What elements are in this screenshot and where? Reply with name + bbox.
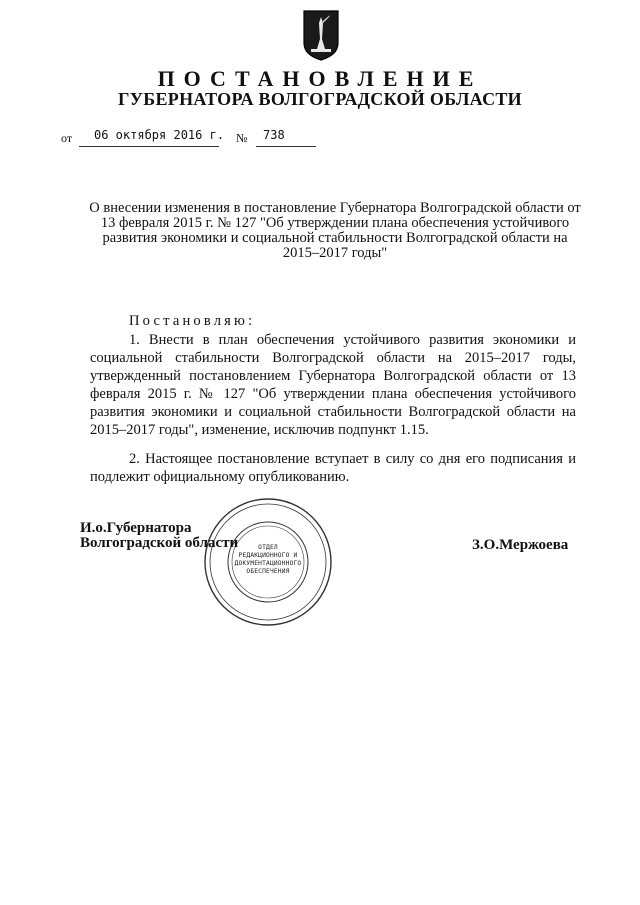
paragraph-2: 2. Настоящее постановление вступает в силу со дня его подписания и подлежит официальному опубликованию. xyxy=(90,451,576,485)
official-seal xyxy=(202,496,334,628)
date-underline xyxy=(79,146,219,147)
document-title: ПОСТАНОВЛЕНИЕ xyxy=(157,66,483,91)
document-subject: О внесении изменения в постановление Губернатора Волгоградской области от 13 февраля 2015 г. № 127 "Об утверждении плана обеспечения устойчивого развития экономики и социальной стабильности Волгоградской области на 2015–2017 годы" xyxy=(89,200,581,261)
number-underline xyxy=(256,146,316,147)
signatory-name: З.О.Мержоева xyxy=(472,537,569,553)
decree-word: Постановляю: xyxy=(129,313,256,329)
seal-text-line-4: ОБЕСПЕЧЕНИЯ xyxy=(246,568,290,575)
document-issuer: ГУБЕРНАТОРА ВОЛГОГРАДСКОЙ ОБЛАСТИ xyxy=(118,89,522,109)
seal-text-line-1: ОТДЕЛ xyxy=(258,544,278,551)
number-prefix: № xyxy=(236,131,248,145)
seal-text-line-2: РЕДАКЦИОННОГО И xyxy=(238,552,298,559)
seal-text-line-3: ДОКУМЕНТАЦИОННОГО xyxy=(234,560,302,567)
date-prefix: от xyxy=(61,131,73,145)
document-date: 06 октября 2016 г. xyxy=(94,128,225,142)
document-number: 738 xyxy=(263,128,285,142)
signatory-position-line-1: И.о.Губернатора xyxy=(80,520,192,536)
coat-of-arms-icon xyxy=(302,9,340,61)
paragraph-1: 1. Внести в план обеспечения устойчивого развития экономики и социальной стабильности Волгоградской области на 2015–2017 годы, утвержденный постановлением Губернатора Волгоградской области от 13 февраля 2015 г. № 127 "Об утверждении плана обеспечения устойчивого развития экономики и социальной стабильности Волгоградской области на 2015–2017 годы", изменение, исключив подпункт 1.15. xyxy=(90,332,576,438)
signatory-position-line-2: Волгоградской области xyxy=(80,535,239,551)
